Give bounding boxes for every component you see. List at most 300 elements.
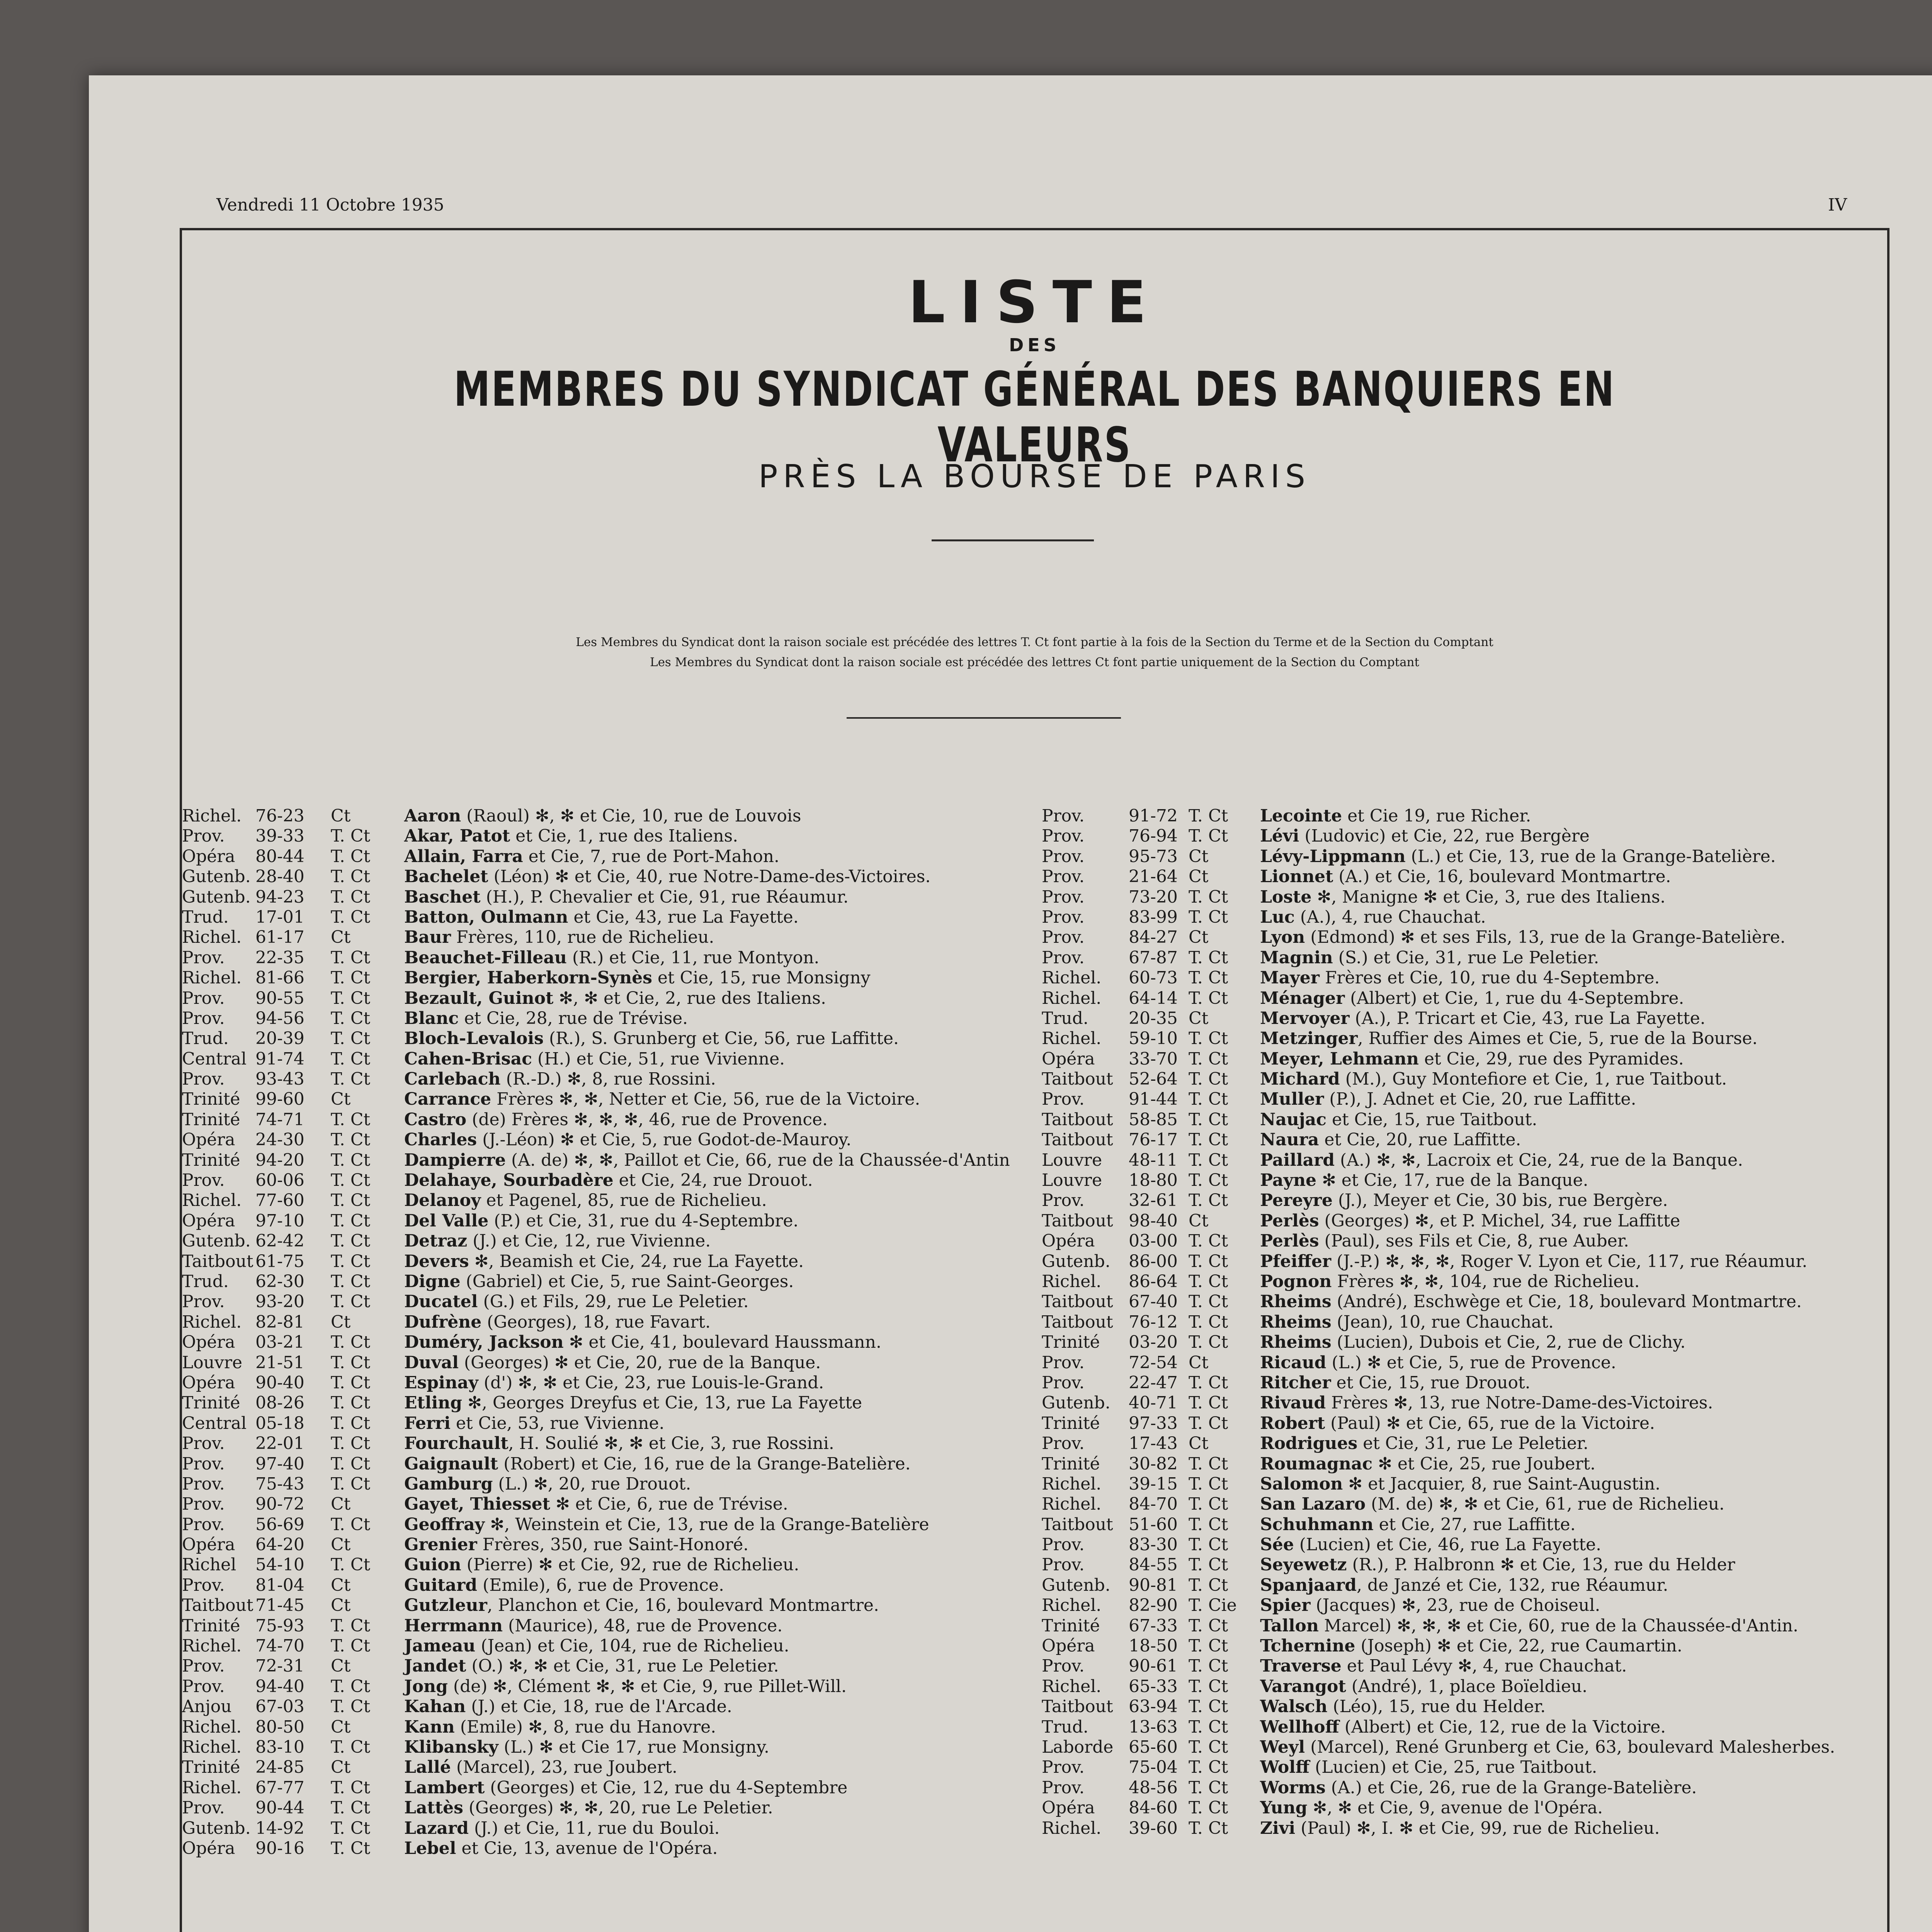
member-phone: 22-01 [255,1434,304,1454]
member-entry: Pereyre (J.), Meyer et Cie, 30 bis, rue Bergère. [1260,1190,1668,1211]
member-entry: Jandet (O.) ✻, ✻ et Cie, 31, rue Le Peletier. [404,1656,779,1676]
member-row [182,988,1032,1009]
member-row [182,1778,1032,1798]
member-entry: Ricaud (L.) ✻ et Cie, 5, rue de Provence. [1260,1352,1616,1372]
member-entry: Roumagnac ✻ et Cie, 25, rue Joubert. [1260,1454,1596,1474]
member-phone: 98-40 [1129,1211,1178,1231]
member-entry: Weyl (Marcel), René Grunberg et Cie, 63, boulevard Malesherbes. [1260,1737,1835,1757]
member-phone: 30-82 [1129,1454,1178,1474]
member-section: Ct [331,1757,351,1777]
member-phone: 84-55 [1129,1555,1178,1575]
member-entry: Lattès (Georges) ✻, ✻, 20, rue Le Peletier. [404,1798,773,1818]
member-entry: Lazard (J.) et Cie, 11, rue du Bouloi. [404,1818,720,1838]
member-bureau: Trinité [1042,1616,1100,1636]
member-row [182,1798,1032,1818]
member-section: T. Ct [1189,887,1228,907]
member-section: T. Ct [331,988,371,1008]
member-entry: Charles (J.-Léon) ✻ et Cie, 5, rue Godot-de-Mauroy. [404,1130,852,1150]
member-entry: Mayer Frères et Cie, 10, rue du 4-Septembre. [1260,968,1660,988]
member-bureau: Prov. [182,1008,225,1028]
member-section: T. Ct [1189,826,1228,846]
member-section: T. Ct [331,1150,371,1170]
member-row [1042,867,1892,887]
member-entry: Loste ✻, Manigne ✻ et Cie, 3, rue des Italiens. [1260,887,1666,907]
member-entry: Guion (Pierre) ✻ et Cie, 92, rue de Richelieu. [404,1555,799,1575]
member-bureau: Prov. [1042,846,1085,866]
member-phone: 67-33 [1129,1616,1178,1636]
member-phone: 28-40 [255,867,304,887]
member-bureau: Prov. [1042,1089,1085,1109]
member-bureau: Prov. [182,1170,225,1190]
member-entry: Luc (A.), 4, rue Chauchat. [1260,907,1486,927]
member-row [1042,1231,1892,1251]
member-bureau: Laborde [1042,1737,1114,1757]
member-phone: 84-27 [1129,927,1178,947]
member-row [1042,1798,1892,1818]
member-phone: 54-10 [255,1555,304,1575]
member-row [182,1110,1032,1130]
member-row [182,1838,1032,1859]
member-row [1042,826,1892,846]
member-bureau: Richel. [1042,1271,1102,1291]
member-entry: Gamburg (L.) ✻, 20, rue Drouot. [404,1474,691,1494]
member-entry: Lambert (Georges) et Cie, 12, rue du 4-Septembre [404,1777,848,1798]
member-phone: 32-61 [1129,1190,1178,1211]
member-section: T. Ct [331,1211,371,1231]
member-phone: 82-90 [1129,1595,1178,1616]
member-section: T. Ct [1189,1777,1228,1798]
member-bureau: Prov. [1042,947,1085,968]
member-entry: Devers ✻, Beamish et Cie, 24, rue La Fayette. [404,1251,804,1271]
member-bureau: Opéra [182,846,235,866]
member-phone: 75-04 [1129,1757,1178,1777]
member-section: Ct [331,1717,351,1737]
member-bureau: Prov. [1042,887,1085,907]
member-row [182,1595,1032,1616]
member-section: Ct [331,1575,351,1595]
member-entry: Wolff (Lucien) et Cie, 25, rue Taitbout. [1260,1757,1597,1777]
member-section: Ct [1189,1352,1209,1372]
member-bureau: Prov. [182,1454,225,1474]
member-phone: 22-47 [1129,1372,1178,1393]
member-section: T. Ct [331,887,371,907]
member-section: T. Ct [1189,1029,1228,1049]
member-bureau: Richel. [1042,1494,1102,1514]
member-entry: Gutzleur, Planchon et Cie, 16, boulevard Montmartre. [404,1595,879,1616]
member-bureau: Prov. [1042,1190,1085,1211]
member-row [182,1353,1032,1373]
member-row [1042,1515,1892,1535]
member-section: T. Ct [1189,1798,1228,1818]
member-phone: 80-50 [255,1717,304,1737]
member-row [182,1515,1032,1535]
member-row [182,1636,1032,1656]
member-section: T. Ct [1189,1656,1228,1676]
member-entry: Seyewetz (R.), P. Halbronn ✻ et Cie, 13, rue du Helder [1260,1555,1735,1575]
member-bureau: Opéra [1042,1798,1095,1818]
member-phone: 91-72 [1129,806,1178,826]
member-entry: Akar, Patot et Cie, 1, rue des Italiens. [404,826,738,846]
member-section: T. Ct [331,1271,371,1291]
member-section: T. Ct [331,1332,371,1352]
member-section: T. Ct [1189,1049,1228,1069]
member-phone: 13-63 [1129,1717,1178,1737]
member-phone: 97-40 [255,1454,304,1474]
member-bureau: Trinité [182,1150,240,1170]
member-section: T. Ct [1189,1372,1228,1393]
member-phone: 81-66 [255,968,304,988]
member-entry: Lévy-Lippmann (L.) et Cie, 13, rue de la Grange-Batelière. [1260,846,1776,866]
member-row [182,1575,1032,1595]
member-entry: Castro (de) Frères ✻, ✻, ✻, 46, rue de Provence. [404,1109,828,1129]
member-section: T. Ct [331,1393,371,1413]
member-row [182,1190,1032,1211]
member-entry: Paillard (A.) ✻, ✻, Lacroix et Cie, 24, rue de la Banque. [1260,1150,1743,1170]
member-row [1042,1535,1892,1555]
member-phone: 91-74 [255,1049,304,1069]
member-entry: Detraz (J.) et Cie, 12, rue Vivienne. [404,1231,711,1251]
member-row [182,1009,1032,1029]
member-bureau: Taitbout [1042,1130,1113,1150]
member-phone: 81-04 [255,1575,304,1595]
member-section: Ct [1189,867,1209,887]
member-phone: 48-56 [1129,1777,1178,1798]
member-entry: Lebel et Cie, 13, avenue de l'Opéra. [404,1838,718,1858]
title-rule [932,539,1094,541]
member-bureau: Trinité [182,1757,240,1777]
member-entry: Lionnet (A.) et Cie, 16, boulevard Montmartre. [1260,867,1671,887]
member-row [182,1332,1032,1352]
member-row [1042,1292,1892,1312]
member-entry: Baur Frères, 110, rue de Richelieu. [404,927,714,947]
member-row [1042,1737,1892,1757]
member-phone: 40-71 [1129,1393,1178,1413]
member-phone: 86-64 [1129,1271,1178,1291]
member-section: T. Ct [1189,1130,1228,1150]
member-bureau: Prov. [1042,826,1085,846]
member-entry: Allain, Farra et Cie, 7, rue de Port-Mahon. [404,846,779,866]
member-phone: 83-10 [255,1737,304,1757]
member-section: T. Ct [331,1008,371,1028]
member-section: T. Ct [1189,1494,1228,1514]
member-row [182,1818,1032,1838]
member-bureau: Richel. [182,1312,242,1332]
member-section: T. Ct [1189,1697,1228,1717]
member-section: T. Ct [331,1292,371,1312]
member-row [1042,1312,1892,1332]
title-main: MEMBRES DU SYNDICAT GÉNÉRAL DES BANQUIERS EN VALEURS [454,362,1616,473]
list-frame [180,228,1889,1932]
member-row [1042,1049,1892,1069]
member-bureau: Opéra [182,1838,235,1858]
member-section: Ct [331,1595,351,1616]
title-des: DES [1009,335,1060,355]
member-phone: 83-99 [1129,907,1178,927]
member-row [182,1150,1032,1170]
member-entry: Spier (Jacques) ✻, 23, rue de Choiseul. [1260,1595,1600,1616]
member-phone: 93-20 [255,1292,304,1312]
member-phone: 86-00 [1129,1251,1178,1271]
member-bureau: Prov. [1042,1656,1085,1676]
member-bureau: Taitbout [1042,1069,1113,1089]
member-section: T. Ct [331,1474,371,1494]
member-entry: Aaron (Raoul) ✻, ✻ et Cie, 10, rue de Louvois [404,806,801,826]
member-entry: Payne ✻ et Cie, 17, rue de la Banque. [1260,1170,1588,1190]
member-section: T. Ct [1189,1757,1228,1777]
member-bureau: Prov. [1042,1757,1085,1777]
member-entry: Pognon Frères ✻, ✻, 104, rue de Richelieu. [1260,1271,1640,1291]
member-row [182,1211,1032,1231]
member-entry: Baschet (H.), P. Chevalier et Cie, 91, rue Réaumur. [404,887,849,907]
member-bureau: Louvre [1042,1170,1102,1190]
member-bureau: Trud. [1042,1008,1088,1028]
member-section: T. Ct [1189,1251,1228,1271]
member-row [182,1677,1032,1697]
member-section: T. Ct [1189,1271,1228,1291]
member-entry: Michard (M.), Guy Montefiore et Cie, 1, rue Taitbout. [1260,1069,1727,1089]
member-row [1042,927,1892,947]
member-section: T. Cie [1189,1595,1237,1616]
member-bureau: Gutenb. [182,1231,251,1251]
member-bureau: Prov. [1042,1555,1085,1575]
member-phone: 03-00 [1129,1231,1178,1251]
member-entry: Meyer, Lehmann et Cie, 29, rue des Pyramides. [1260,1049,1684,1069]
member-bureau: Prov. [182,826,225,846]
member-phone: 73-20 [1129,887,1178,907]
member-entry: Gaignault (Robert) et Cie, 16, rue de la Grange-Batelière. [404,1454,911,1474]
member-row [1042,1211,1892,1231]
member-section: T. Ct [331,1555,371,1575]
member-phone: 64-20 [255,1535,304,1555]
member-section: T. Ct [1189,907,1228,927]
member-entry: Etling ✻, Georges Dreyfus et Cie, 13, rue La Fayette [404,1393,862,1413]
member-entry: Bergier, Haberkorn-Synès et Cie, 15, rue Monsigny [404,968,871,988]
member-bureau: Richel. [182,1737,242,1757]
member-phone: 76-12 [1129,1312,1178,1332]
member-phone: 67-40 [1129,1292,1178,1312]
member-phone: 83-30 [1129,1535,1178,1555]
member-entry: Jong (de) ✻, Clément ✻, ✻ et Cie, 9, rue Pillet-Will. [404,1676,847,1696]
member-bureau: Trud. [1042,1717,1088,1737]
member-phone: 21-64 [1129,867,1178,887]
member-entry: Zivi (Paul) ✻, I. ✻ et Cie, 99, rue de Richelieu. [1260,1818,1660,1838]
member-phone: 61-75 [255,1251,304,1271]
member-phone: 97-10 [255,1211,304,1231]
member-bureau: Trud. [182,1271,229,1291]
note-terme: Les Membres du Syndicat dont la raison sociale est précédée des lettres T. Ct font partie à la fois de la Section du Terme et de la Section du Comptant [576,635,1493,649]
member-row [182,1757,1032,1777]
member-bureau: Prov. [1042,1777,1085,1798]
member-phone: 72-31 [255,1656,304,1676]
member-bureau: Richel. [182,1777,242,1798]
member-section: T. Ct [1189,806,1228,826]
member-bureau: Trinité [182,1089,240,1109]
member-phone: 64-14 [1129,988,1178,1008]
member-section: T. Ct [331,1109,371,1129]
member-section: Ct [331,1656,351,1676]
member-section: T. Ct [1189,1454,1228,1474]
member-bureau: Richel. [182,806,242,826]
member-bureau: Taitbout [1042,1292,1113,1312]
member-section: Ct [1189,1008,1209,1028]
member-phone: 24-85 [255,1757,304,1777]
member-phone: 90-44 [255,1798,304,1818]
member-row [182,1494,1032,1514]
member-entry: Ferri et Cie, 53, rue Vivienne. [404,1413,665,1433]
members-column-right [1042,806,1892,1838]
member-section: T. Ct [1189,1332,1228,1352]
member-entry: Lyon (Edmond) ✻ et ses Fils, 13, rue de la Grange-Batelière. [1260,927,1786,947]
member-entry: Tchernine (Joseph) ✻ et Cie, 22, rue Caumartin. [1260,1636,1682,1656]
member-entry: Klibansky (L.) ✻ et Cie 17, rue Monsigny. [404,1737,769,1757]
member-phone: 24-30 [255,1130,304,1150]
member-row [182,1474,1032,1494]
member-row [182,1535,1032,1555]
member-bureau: Gutenb. [182,867,251,887]
member-bureau: Taitbout [1042,1697,1113,1717]
member-phone: 72-54 [1129,1352,1178,1372]
member-bureau: Prov. [182,1069,225,1089]
member-row [182,1272,1032,1292]
member-entry: Ménager (Albert) et Cie, 1, rue du 4-Septembre. [1260,988,1684,1008]
member-section: T. Ct [1189,988,1228,1008]
member-section: T. Ct [331,1251,371,1271]
member-phone: 91-44 [1129,1089,1178,1109]
member-entry: Batton, Oulmann et Cie, 43, rue La Fayette. [404,907,799,927]
member-row [182,1697,1032,1717]
member-entry: Lévi (Ludovic) et Cie, 22, rue Bergère [1260,826,1590,846]
member-entry: Delahaye, Sourbadère et Cie, 24, rue Drouot. [404,1170,813,1190]
member-row [1042,1757,1892,1777]
member-section: T. Ct [1189,1636,1228,1656]
member-section: Ct [331,1312,351,1332]
member-section: T. Ct [331,1190,371,1211]
member-entry: Carlebach (R.-D.) ✻, 8, rue Rossini. [404,1069,716,1089]
member-entry: Perlès (Paul), ses Fils et Cie, 8, rue Auber. [1260,1231,1629,1251]
member-entry: San Lazaro (M. de) ✻, ✻ et Cie, 61, rue de Richelieu. [1260,1494,1725,1514]
notes-rule [847,717,1121,719]
member-row [1042,1150,1892,1170]
member-entry: Spanjaard, de Janzé et Cie, 132, rue Réaumur. [1260,1575,1668,1595]
member-section: T. Ct [1189,1474,1228,1494]
member-bureau: Trud. [182,1029,229,1049]
member-bureau: Richel. [1042,988,1102,1008]
member-phone: 94-23 [255,887,304,907]
member-bureau: Opéra [1042,1231,1095,1251]
member-phone: 52-64 [1129,1069,1178,1089]
member-section: T. Ct [331,907,371,927]
member-row [1042,806,1892,826]
member-row [1042,1272,1892,1292]
member-section: T. Ct [331,1838,371,1858]
member-entry: Rheims (Lucien), Dubois et Cie, 2, rue de Clichy. [1260,1332,1686,1352]
member-phone: 75-43 [255,1474,304,1494]
member-row [1042,1616,1892,1636]
member-row [1042,1818,1892,1838]
member-row [1042,1009,1892,1029]
member-section: T. Ct [331,1616,371,1636]
member-bureau: Prov. [1042,927,1085,947]
member-bureau: Opéra [182,1372,235,1393]
member-row [182,968,1032,988]
member-row [1042,1454,1892,1474]
member-phone: 74-70 [255,1636,304,1656]
member-phone: 62-30 [255,1271,304,1291]
member-entry: Metzinger, Ruffier des Aimes et Cie, 5, rue de la Bourse. [1260,1029,1758,1049]
member-phone: 48-11 [1129,1150,1178,1170]
member-section: T. Ct [1189,1190,1228,1211]
member-bureau: Prov. [182,1676,225,1696]
member-bureau: Opéra [182,1211,235,1231]
member-entry: Ritcher et Cie, 15, rue Drouot. [1260,1372,1531,1393]
member-row [1042,1595,1892,1616]
member-bureau: Prov. [1042,1434,1085,1454]
member-bureau: Louvre [1042,1150,1102,1170]
member-entry: Perlès (Georges) ✻, et P. Michel, 34, rue Laffitte [1260,1211,1680,1231]
member-entry: Bezault, Guinot ✻, ✻ et Cie, 2, rue des Italiens. [404,988,826,1008]
member-section: T. Ct [331,1413,371,1433]
member-phone: 77-60 [255,1190,304,1211]
member-phone: 17-43 [1129,1434,1178,1454]
member-phone: 05-18 [255,1413,304,1433]
member-bureau: Prov. [182,947,225,968]
member-entry: Naujac et Cie, 15, rue Taitbout. [1260,1109,1537,1129]
member-row [182,1717,1032,1737]
member-entry: Robert (Paul) ✻ et Cie, 65, rue de la Victoire. [1260,1413,1655,1433]
member-phone: 51-60 [1129,1514,1178,1534]
member-entry: Beauchet-Filleau (R.) et Cie, 11, rue Montyon. [404,947,820,968]
member-entry: Delanoy et Pagenel, 85, rue de Richelieu. [404,1190,767,1211]
member-row [182,1231,1032,1251]
member-entry: Duméry, Jackson ✻ et Cie, 41, boulevard Haussmann. [404,1332,881,1352]
member-row [182,927,1032,947]
member-bureau: Opéra [1042,1636,1095,1656]
member-row [1042,1717,1892,1737]
member-phone: 60-06 [255,1170,304,1190]
member-bureau: Richel. [1042,968,1102,988]
member-row [1042,1656,1892,1676]
member-entry: Espinay (d') ✻, ✻ et Cie, 23, rue Louis-le-Grand. [404,1372,824,1393]
member-phone: 61-17 [255,927,304,947]
member-bureau: Richel. [182,1190,242,1211]
member-phone: 56-69 [255,1514,304,1534]
member-row [182,1089,1032,1109]
member-phone: 65-33 [1129,1676,1178,1696]
member-entry: Rheims (André), Eschwège et Cie, 18, boulevard Montmartre. [1260,1292,1802,1312]
member-entry: Gayet, Thiesset ✻ et Cie, 6, rue de Trévise. [404,1494,788,1514]
member-entry: Fourchault, H. Soulié ✻, ✻ et Cie, 3, rue Rossini. [404,1434,834,1454]
member-section: T. Ct [331,1636,371,1656]
member-row [182,1252,1032,1272]
member-row [182,1049,1032,1069]
member-section: T. Ct [1189,947,1228,968]
member-row [182,847,1032,867]
member-phone: 39-60 [1129,1818,1178,1838]
member-bureau: Taitbout [1042,1109,1113,1129]
member-entry: Duval (Georges) ✻ et Cie, 20, rue de la Banque. [404,1352,821,1372]
member-bureau: Taitbout [182,1595,253,1616]
member-phone: 67-77 [255,1777,304,1798]
member-phone: 18-50 [1129,1636,1178,1656]
member-section: Ct [331,1494,351,1514]
page-number: IV [1828,195,1847,215]
member-row [182,1737,1032,1757]
member-entry: Yung ✻, ✻ et Cie, 9, avenue de l'Opéra. [1260,1798,1603,1818]
member-bureau: Taitbout [182,1251,253,1271]
member-bureau: Taitbout [1042,1211,1113,1231]
member-row [182,1069,1032,1089]
member-entry: Lallé (Marcel), 23, rue Joubert. [404,1757,677,1777]
